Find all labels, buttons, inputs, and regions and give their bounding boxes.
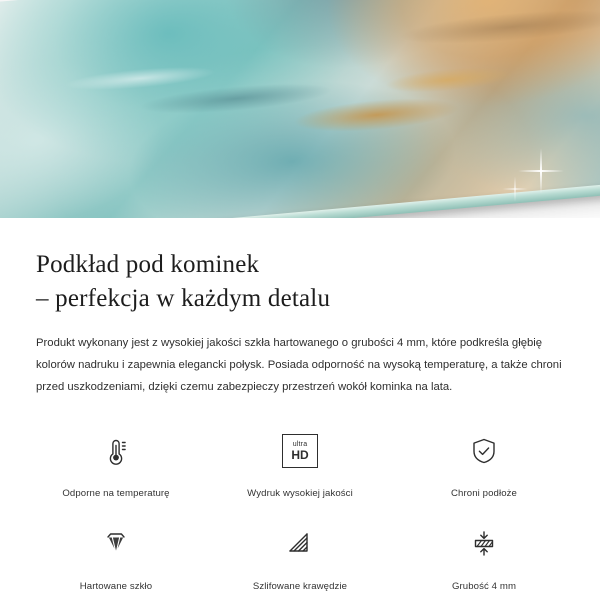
feature-grid <box>0 424 600 592</box>
feature-label: Grubość 4 mm <box>451 581 517 592</box>
headline-line-1: Podkład pod kominek <box>36 251 260 278</box>
feature-label: Chroni podłoże <box>451 488 517 499</box>
ultra-hd-badge-bottom: HD <box>291 448 309 462</box>
ultra-hd-icon <box>273 424 327 478</box>
thermometer-icon <box>89 424 143 478</box>
polished-edge-icon <box>273 517 327 571</box>
feature-item <box>24 424 208 499</box>
shield-check-icon <box>457 424 511 478</box>
feature-label: Wydruk wysokiej jakości <box>247 488 353 499</box>
hero-image <box>0 0 600 218</box>
marble-swirl-pattern <box>0 0 600 218</box>
ultra-hd-badge-top: ultra <box>292 441 308 448</box>
feature-label: Szlifowane krawędzie <box>252 581 348 592</box>
feature-item <box>392 517 576 592</box>
feature-label: Hartowane szkło <box>79 581 153 592</box>
text-content <box>0 218 600 398</box>
feature-label: Odporne na temperaturę <box>62 488 170 499</box>
feature-item <box>208 517 392 592</box>
page-title <box>36 248 564 316</box>
description-paragraph: Produkt wykonany jest z wysokiej jakości szkła hartowanego o grubości 4 mm, które podkreśla głębię kolorów nadruku i zapewnia elegancki połysk. Posiada odporność na wysoką temperaturę, a także chroni przed uszkodzeniami, dzięki czemu zabezpieczy przestrzeń wokół kominka na lata. <box>36 337 562 393</box>
feature-item <box>392 424 576 499</box>
feature-item <box>24 517 208 592</box>
diamond-icon <box>89 517 143 571</box>
glass-panel-artwork <box>0 0 600 218</box>
headline-line-2: – perfekcja w każdym detalu <box>36 285 331 312</box>
thickness-arrows-icon <box>457 517 511 571</box>
feature-item <box>208 424 392 499</box>
